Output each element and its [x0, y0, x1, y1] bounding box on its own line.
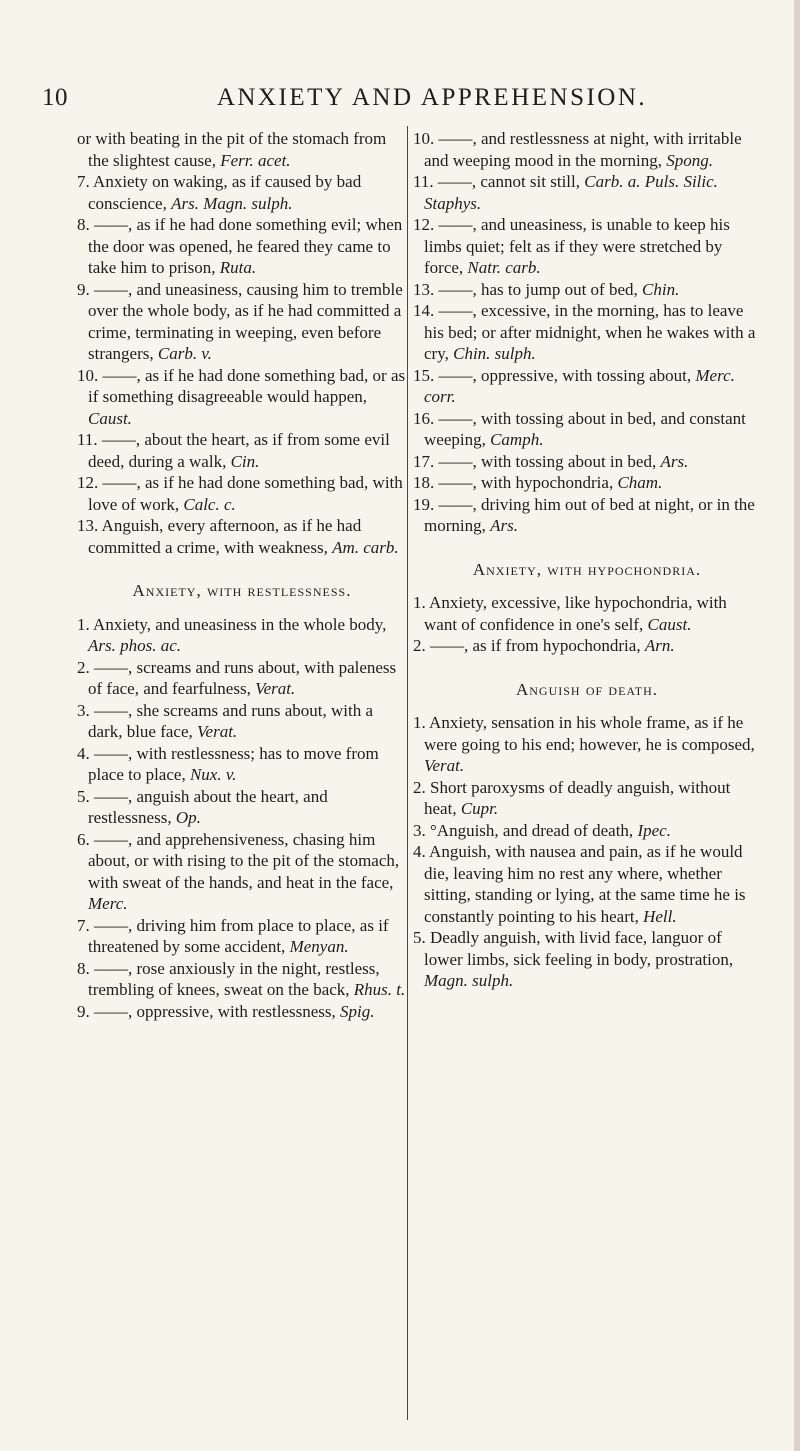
entry-remedy: Verat. [255, 679, 296, 698]
entry [77, 700, 407, 743]
entry-remedy: Cin. [230, 451, 260, 471]
entry-text: 3. ——, she screams and runs about, with a dark, blue face, [77, 700, 374, 741]
page-edge [794, 0, 800, 1451]
entry-remedy: Am. carb. [332, 537, 399, 557]
entry-text: 1. Anxiety, and uneasiness in the whole body, [77, 614, 387, 634]
entry-text: 4. ——, with restlessness; has to move from place to place, [77, 743, 379, 784]
anguish-of-death-entries [413, 712, 761, 992]
entry-text: 12. ——, and uneasiness, is unable to keep his limbs quiet; felt as if they were stretched by force, [413, 215, 730, 277]
entry-remedy: Hell. [643, 906, 677, 926]
entry [77, 958, 407, 1001]
entry-remedy: Ipec. [637, 820, 671, 840]
entry-text: 6. ——, and apprehensiveness, chasing him about, or with rising to the pit of the stomach, with sweat of the hands, and heat in the face, [77, 829, 400, 892]
entry-remedy: Carb. v. [157, 344, 212, 363]
entry-remedy: Spong. [666, 150, 713, 170]
entry [413, 300, 761, 365]
entry-text: 15. ——, oppressive, with tossing about, [413, 365, 696, 385]
running-head [42, 84, 782, 114]
entry-remedy: Natr. carb. [467, 258, 541, 277]
entry [413, 712, 761, 777]
entry-text: 1. Anxiety, sensation in his whole frame, as if he were going to his end; however, he is composed, [413, 713, 755, 754]
entry [77, 171, 407, 214]
entry [413, 214, 761, 279]
entry-text: 10. ——, and restlessness at night, with irritable and weeping mood in the morning, [413, 129, 742, 170]
entry-remedy: Calc. c. [183, 494, 236, 514]
entry-remedy: Menyan. [289, 937, 349, 956]
entry [413, 365, 761, 408]
section-heading-restlessness: Anxiety, with restlessness. [132, 581, 352, 600]
entry-text: 7. Anxiety on waking, as if caused by bad conscience, [77, 172, 362, 213]
entry-remedy: Verat. [197, 722, 238, 741]
entry-text: 13. ——, has to jump out of bed, [413, 279, 643, 299]
entry-remedy: Ars. Magn. sulph. [171, 193, 293, 213]
section-heading-hypochondria: Anxiety, with hypochondria. [472, 559, 702, 579]
entry-text: 1. Anxiety, excessive, like hypochondria, with want of confidence in one's self, [413, 593, 727, 634]
entry [413, 472, 761, 494]
entry-remedy: Spig. [340, 1001, 375, 1021]
left-column [77, 128, 407, 1022]
entry-text: 5. Deadly anguish, with livid face, languor of lower limbs, sick feeling in body, prostration, [413, 928, 734, 969]
entry [413, 279, 761, 301]
entry [77, 365, 407, 430]
section-heading-anguish-of-death: Anguish of death. [515, 679, 659, 699]
entry-text: 9. ——, oppressive, with restlessness, [77, 1001, 341, 1021]
entry-remedy: Merc. corr. [424, 365, 735, 406]
entry-remedy: Arn. [644, 636, 675, 655]
entry [77, 915, 407, 958]
left-continued-entries [77, 128, 407, 558]
page-header: ANXIETY AND APPREHENSION. [216, 84, 648, 111]
entry-remedy: Chin. sulph. [453, 344, 536, 363]
entry-remedy: Camph. [490, 430, 544, 449]
entry [77, 214, 407, 279]
right-column [413, 128, 761, 992]
entry [413, 777, 761, 820]
entry [77, 128, 407, 171]
entry-text: 4. Anguish, with nausea and pain, as if he would die, leaving him no rest any where, whether sitting, standing or lying, at the same time he is constantly pointing to his heart, [413, 842, 746, 926]
entry-remedy: Cupr. [460, 799, 499, 818]
right-continued-entries [413, 128, 761, 537]
entry-remedy: Caust. [88, 408, 132, 428]
entry [77, 1001, 407, 1023]
entry-remedy: Cham. [617, 473, 663, 492]
entry [77, 279, 407, 365]
entry-remedy: Ruta. [219, 258, 257, 277]
entry-text: 13. Anguish, every afternoon, as if he had committed a crime, with weakness, [77, 516, 362, 557]
entry-text: 8. ——, rose anxiously in the night, restless, trembling of knees, sweat on the back, [77, 958, 380, 999]
entry-text: 12. ——, as if he had done something bad, with love of work, [77, 473, 403, 514]
entry [413, 408, 761, 451]
entry-text: 16. ——, with tossing about in bed, and constant weeping, [413, 408, 746, 449]
restlessness-entries [77, 614, 407, 1023]
entry [77, 786, 407, 829]
entry-text: 2. Short paroxysms of deadly anguish, without heat, [413, 777, 731, 818]
column-divider [407, 126, 408, 1420]
entry-remedy: Ars. [660, 451, 689, 471]
entry-remedy: Ars. [490, 516, 518, 535]
entry-remedy: Rhus. t. [353, 980, 406, 999]
entry-text: 7. ——, driving him from place to place, as if threatened by some accident, [77, 915, 389, 956]
entry-text: 11. ——, cannot sit still, [413, 172, 585, 191]
entry [77, 657, 407, 700]
hypochondria-entries [413, 592, 761, 657]
entry-remedy: Merc. [88, 894, 128, 913]
entry [77, 829, 407, 915]
entry-text: 3. °Anguish, and dread of death, [413, 820, 638, 840]
entry-text: 11. ——, about the heart, as if from some evil deed, during a walk, [77, 430, 390, 471]
entry [77, 515, 407, 558]
entry-text: 10. ——, as if he had done something bad, or as if something disagreeable would happen, [77, 365, 406, 406]
entry-text: 5. ——, anguish about the heart, and restlessness, [77, 786, 328, 827]
entry [413, 820, 761, 842]
entry [413, 494, 761, 537]
entry-text: 14. ——, excessive, in the morning, has to leave his bed; or after midnight, when he wakes with a cry, [413, 301, 756, 363]
entry-remedy: Chin. [642, 279, 680, 299]
entry [413, 635, 761, 657]
entry-remedy: Carb. a. Puls. Silic. Staphys. [424, 172, 718, 213]
entry-remedy: Nux. v. [189, 765, 237, 784]
entry-remedy: Verat. [424, 756, 465, 775]
entry-text: 19. ——, driving him out of bed at night, or in the morning, [413, 494, 755, 535]
entry [413, 451, 761, 473]
entry-remedy: Ferr. acet. [220, 150, 291, 170]
entry [77, 614, 407, 657]
entry-text: or with beating in the pit of the stomach from the slightest cause, [77, 129, 387, 170]
entry-text: 2. ——, as if from hypochondria, [413, 636, 645, 655]
page-number: 10 [42, 84, 68, 111]
entry [413, 927, 761, 992]
entry-text: 17. ——, with tossing about in bed, [413, 451, 661, 471]
entry-remedy: Ars. phos. ac. [88, 636, 182, 655]
entry [413, 841, 761, 927]
entry-remedy: Magn. sulph. [424, 971, 514, 990]
entry [77, 472, 407, 515]
entry [77, 743, 407, 786]
entry-text: 18. ——, with hypochondria, [413, 473, 618, 492]
entry [77, 429, 407, 472]
entry-remedy: Op. [175, 808, 201, 827]
entry-text: 9. ——, and uneasiness, causing him to tremble over the whole body, as if he had committed a crime, terminating in weeping, even before strangers, [77, 279, 403, 363]
entry-text: 2. ——, screams and runs about, with paleness of face, and fearfulness, [77, 657, 397, 698]
entry-text: 8. ——, as if he had done something evil; when the door was opened, he feared they came to take him to prison, [77, 215, 403, 277]
entry [413, 592, 761, 635]
entry [413, 171, 761, 214]
entry [413, 128, 761, 171]
entry-remedy: Caust. [647, 614, 692, 634]
